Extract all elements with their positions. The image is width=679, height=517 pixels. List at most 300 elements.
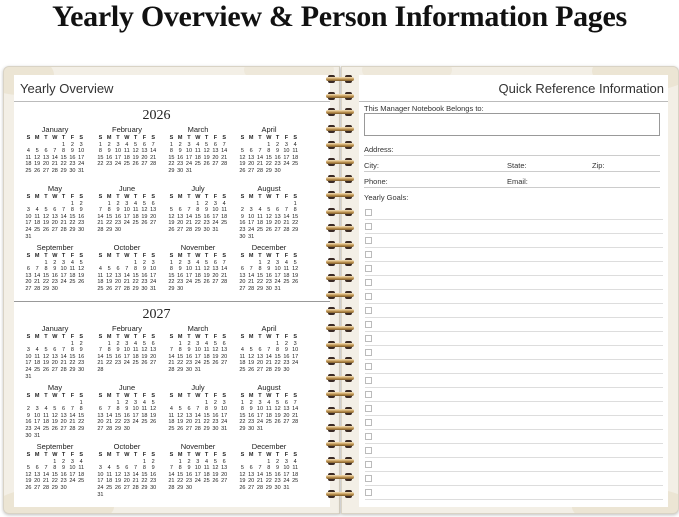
day-cell: 14 [60,353,67,360]
day-cell: 21 [221,272,228,279]
goal-checkbox[interactable] [365,447,372,454]
day-cell: 22 [51,478,58,485]
day-cell: 21 [185,220,193,227]
day-cell: 23 [283,360,290,367]
day-cell: 5 [240,148,244,155]
day-cell: 1 [258,259,262,266]
goal-row[interactable] [365,374,663,388]
day-cell: 9 [213,406,217,413]
weekday-header: T [116,135,120,141]
day-cell: 19 [42,220,50,227]
day-cell [96,341,105,348]
day-cell: 4 [134,340,138,347]
weekday-header: S [240,194,245,200]
goal-checkbox[interactable] [365,321,372,328]
day-cell: 4 [79,458,83,465]
day-cell: 7 [284,207,288,214]
day-cell: 8 [240,406,244,413]
goal-checkbox[interactable] [365,223,372,230]
day-cell: 6 [187,406,191,413]
goal-row[interactable] [365,220,663,234]
weekday-header: F [213,452,218,458]
day-cell: 20 [256,360,264,367]
day-cell: 26 [106,285,113,292]
day-cell: 3 [125,200,129,207]
weekday-header: W [195,253,201,259]
day-cell: 2 [116,200,120,207]
day-cell: 1 [62,141,66,148]
owner-name-field[interactable] [364,113,660,136]
goal-checkbox[interactable] [365,391,372,398]
day-cell: 26 [212,360,219,367]
day-cell: 17 [123,353,130,360]
month-calendar [167,383,229,433]
day-cell: 10 [78,148,85,155]
goal-checkbox[interactable] [365,461,372,468]
day-cell: 24 [256,419,264,426]
day-cell: 10 [34,412,41,419]
day-cell: 25 [34,226,41,233]
goal-row[interactable] [365,332,663,346]
day-cell: 16 [150,471,157,478]
goal-checkbox[interactable] [365,377,372,384]
goal-row[interactable] [365,276,663,290]
weekday-header: T [133,135,138,141]
day-cell: 31 [248,233,255,240]
day-cell: 2 [151,458,155,465]
day-cell: 23 [177,279,184,286]
day-cell: 17 [25,360,32,367]
goal-row[interactable] [365,346,663,360]
address-line[interactable] [364,155,660,156]
day-cell: 22 [97,161,104,168]
goal-checkbox[interactable] [365,293,372,300]
day-cell: 28 [256,484,264,491]
ring-wire [326,127,354,131]
day-cell: 5 [293,259,297,266]
month-calendar [24,125,86,175]
weekday-header: T [44,135,48,141]
day-cell: 30 [274,484,281,491]
day-cell: 18 [106,478,113,485]
day-cell: 5 [240,465,244,472]
goal-row[interactable] [365,206,663,220]
month-day-grid [167,393,229,433]
day-cell: 23 [248,419,255,426]
day-cell: 7 [53,148,57,155]
weekday-header: S [293,194,298,200]
month-calendar [24,243,86,293]
day-cell: 11 [43,412,49,419]
goal-checkbox[interactable] [365,265,372,272]
weekday-header: S [222,253,227,259]
day-cell: 27 [60,425,67,432]
day-cell: 17 [132,412,139,419]
ring-wire [326,442,354,446]
goal-row[interactable] [365,262,663,276]
day-cell: 26 [141,360,148,367]
day-cell: 11 [292,465,299,472]
day-cell: 17 [185,154,193,161]
day-cell [256,142,265,149]
day-cell: 24 [97,484,104,491]
day-cell: 22 [69,220,76,227]
day-cell [50,142,59,149]
day-cell: 9 [249,406,253,413]
day-cell: 14 [69,412,76,419]
weekday-header: W [124,452,130,458]
weekday-header: M [177,253,183,259]
day-cell: 22 [256,279,264,286]
goal-row[interactable] [365,472,663,486]
day-cell: 20 [185,419,193,426]
day-cell: 3 [213,200,217,207]
day-cell: 9 [284,347,288,354]
day-cell: 15 [42,272,50,279]
day-cell: 4 [125,141,129,148]
month-day-grid [24,135,86,175]
weekday-header: M [248,194,254,200]
day-cell: 8 [44,266,48,273]
weekday-header: T [258,194,262,200]
weekday-header: W [266,452,272,458]
day-cell: 3 [35,406,39,413]
day-cell: 11 [34,353,41,360]
ring-wire [326,260,354,264]
weekday-header: W [52,334,58,340]
day-cell: 10 [274,266,281,273]
day-cell: 10 [283,148,290,155]
day-cell: 16 [78,213,85,220]
month-calendar [167,125,229,175]
weekday-header: T [61,253,66,259]
day-cell: 3 [258,399,262,406]
day-cell: 4 [293,141,297,148]
month-name: December [251,243,287,252]
day-cell: 25 [69,279,76,286]
day-cell: 27 [248,167,255,174]
day-cell: 2 [79,340,83,347]
day-cell: 15 [106,213,113,220]
goal-checkbox[interactable] [365,419,372,426]
day-cell: 28 [97,366,104,373]
weekday-header: M [177,194,183,200]
day-cell: 21 [256,161,264,168]
day-cell [167,400,176,407]
weekday-header: W [124,194,130,200]
day-cell: 1 [142,458,146,465]
month-calendar [238,243,300,293]
goal-checkbox[interactable] [365,335,372,342]
day-cell [273,201,282,208]
day-cell: 31 [274,285,281,292]
day-cell: 29 [203,425,210,432]
day-cell: 3 [70,458,74,465]
goal-row[interactable] [365,248,663,262]
weekday-header: S [79,135,84,141]
goal-checkbox[interactable] [365,475,372,482]
goal-row[interactable] [365,318,663,332]
month-calendar [24,383,86,439]
day-cell: 8 [178,465,182,472]
day-cell: 11 [78,465,85,472]
day-cell: 22 [265,161,272,168]
goal-checkbox[interactable] [365,251,372,258]
goal-checkbox[interactable] [365,405,372,412]
day-cell: 28 [283,226,290,233]
day-cell: 27 [274,226,281,233]
weekday-header: M [106,452,112,458]
day-cell: 12 [78,266,85,273]
goal-checkbox[interactable] [365,307,372,314]
day-cell: 2 [213,399,217,406]
day-cell: 12 [212,465,219,472]
day-cell: 19 [168,220,175,227]
day-cell: 13 [239,272,246,279]
day-cell [185,201,194,208]
ring-wire [326,475,354,479]
spiral-ring [325,439,355,449]
day-cell: 1 [240,399,244,406]
weekday-header: T [187,334,191,340]
day-cell: 6 [142,141,146,148]
day-cell: 3 [284,141,288,148]
weekday-header: M [106,393,112,399]
day-cell: 15 [292,213,299,220]
day-cell: 29 [177,366,184,373]
day-cell: 7 [125,266,129,273]
weekday-header: T [275,393,280,399]
day-cell: 10 [194,347,201,354]
day-cell: 22 [42,279,50,286]
day-cell: 24 [34,425,41,432]
month-calendar [96,243,158,293]
day-cell: 11 [239,353,246,360]
weekday-header: S [293,135,298,141]
day-cell: 26 [150,419,157,426]
day-cell: 5 [53,406,57,413]
day-cell: 31 [34,432,41,439]
weekday-header: W [124,334,130,340]
day-cell [24,142,33,149]
goal-row[interactable] [365,388,663,402]
weekday-header: F [284,194,289,200]
day-cell: 31 [97,491,104,498]
weekday-header: S [293,253,298,259]
weekday-header: T [133,393,138,399]
day-cell: 29 [69,226,76,233]
day-cell: 31 [221,425,228,432]
day-cell: 23 [78,360,85,367]
day-cell [50,201,59,208]
ring-wire [326,459,354,463]
phone-email-line[interactable] [364,187,660,188]
day-cell: 31 [212,226,219,233]
day-cell: 15 [51,471,58,478]
day-cell: 6 [116,266,120,273]
weekday-header: M [248,334,254,340]
day-cell: 18 [97,279,104,286]
day-cell: 3 [276,259,280,266]
month-calendar [96,125,158,168]
day-cell: 7 [70,406,74,413]
goal-row[interactable] [365,360,663,374]
goal-row[interactable] [365,458,663,472]
goal-row[interactable] [365,290,663,304]
weekday-header: W [195,194,201,200]
weekday-header: S [98,334,103,340]
day-cell: 6 [258,347,262,354]
day-cell: 26 [274,419,281,426]
day-cell: 3 [79,141,83,148]
day-cell: 1 [44,259,48,266]
month-calendar [24,324,86,380]
day-cell: 18 [42,419,50,426]
day-cell: 1 [107,200,111,207]
goal-row[interactable] [365,234,663,248]
goal-row[interactable] [365,304,663,318]
day-cell: 29 [177,484,184,491]
day-cell [238,260,247,267]
day-cell: 23 [51,279,58,286]
day-cell: 11 [25,154,32,161]
day-cell: 22 [168,279,175,286]
day-cell [247,260,256,267]
day-cell: 2 [70,141,74,148]
day-cell: 10 [114,148,122,155]
ring-wire [326,77,354,81]
day-cell [50,341,59,348]
day-cell: 1 [116,399,120,406]
weekday-header: S [151,334,156,340]
day-cell: 29 [106,226,113,233]
day-cell: 9 [107,148,111,155]
weekday-header: M [106,135,112,141]
day-cell: 31 [194,366,201,373]
goal-row[interactable] [365,402,663,416]
left-page [3,66,340,514]
day-cell: 10 [25,353,32,360]
day-cell: 9 [53,266,57,273]
day-cell: 6 [151,340,155,347]
weekday-header: T [187,452,191,458]
day-cell: 18 [168,419,175,426]
spiral-ring [325,340,355,350]
goal-checkbox[interactable] [365,209,372,216]
day-cell: 9 [151,465,155,472]
day-cell: 29 [256,285,264,292]
day-cell: 1 [267,141,271,148]
spiral-ring [325,223,355,233]
day-cell: 7 [293,399,297,406]
day-cell: 11 [257,213,263,220]
goal-checkbox[interactable] [365,363,372,370]
goal-row[interactable] [365,416,663,430]
day-cell: 6 [98,406,102,413]
goal-checkbox[interactable] [365,279,372,286]
goal-checkbox[interactable] [365,349,372,356]
day-cell: 23 [123,419,130,426]
day-cell: 16 [60,471,67,478]
day-cell: 27 [114,285,122,292]
weekday-header: W [195,334,201,340]
month-day-grid [238,334,300,374]
day-cell: 4 [284,259,288,266]
goal-checkbox[interactable] [365,489,372,496]
day-cell: 4 [98,266,102,273]
day-cell: 22 [106,360,113,367]
day-cell: 15 [106,353,113,360]
day-cell: 6 [53,347,57,354]
day-cell: 1 [169,141,173,148]
goal-checkbox[interactable] [365,433,372,440]
day-cell: 15 [168,154,175,161]
goal-row[interactable] [365,486,663,500]
weekday-header: T [187,393,191,399]
day-cell: 25 [78,478,85,485]
city-state-zip-line[interactable] [364,171,660,172]
day-cell: 11 [69,266,76,273]
goal-checkbox[interactable] [365,237,372,244]
day-cell: 26 [212,478,219,485]
day-cell: 4 [196,259,200,266]
day-cell: 15 [239,412,246,419]
day-cell: 22 [60,161,67,168]
month-name: January [41,125,69,134]
weekday-header: M [177,452,183,458]
day-cell: 15 [265,471,272,478]
goal-row[interactable] [365,444,663,458]
day-cell: 21 [168,360,175,367]
month-calendar [167,442,229,492]
day-cell: 28 [168,484,175,491]
day-cell: 21 [60,220,67,227]
day-cell: 14 [168,471,175,478]
day-cell [96,400,105,407]
month-day-grid [167,135,229,175]
day-cell: 4 [26,148,30,155]
day-cell: 17 [248,220,255,227]
spiral-binding [325,74,355,514]
goal-row[interactable] [365,430,663,444]
day-cell: 3 [293,340,297,347]
day-cell [247,459,256,466]
weekday-header: T [204,253,209,259]
day-cell: 15 [60,154,67,161]
day-cell: 29 [141,484,148,491]
day-cell [122,260,131,267]
day-cell: 14 [106,412,113,419]
day-cell: 2 [26,406,30,413]
day-cell: 27 [239,285,246,292]
day-cell: 3 [62,259,66,266]
day-cell: 15 [97,154,104,161]
day-cell: 12 [106,272,113,279]
day-cell: 11 [194,266,201,273]
day-cell: 28 [42,484,50,491]
day-cell: 16 [123,412,130,419]
day-cell: 3 [116,141,120,148]
day-cell: 14 [34,272,41,279]
yearly-overview-sheet [14,75,330,507]
day-cell [24,260,33,267]
day-cell: 22 [239,419,246,426]
day-cell: 9 [142,266,146,273]
day-cell: 21 [265,360,272,367]
month-day-grid [24,334,86,380]
day-cell: 8 [205,406,209,413]
day-cell: 15 [69,213,76,220]
